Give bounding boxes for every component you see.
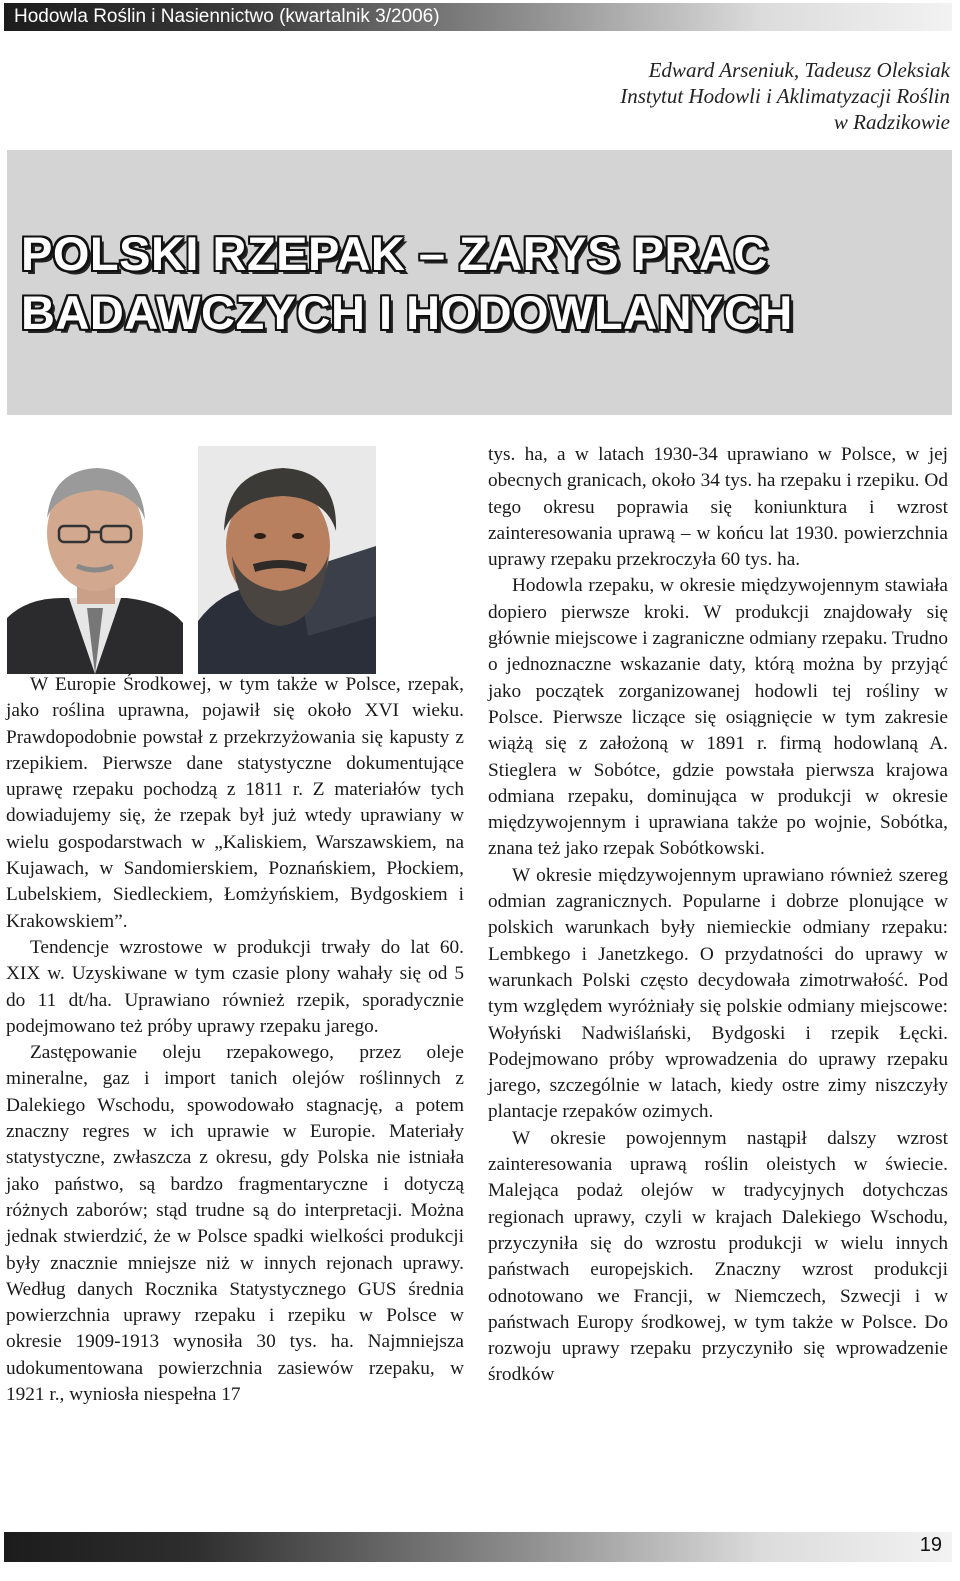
author-photo-2 <box>198 446 376 674</box>
article-title-line-2: BADAWCZYCH I HODOWLANYCH <box>21 286 793 339</box>
paragraph: W okresie międzywojennym uprawiano również szereg odmian zagranicznych. Popularne i dobrze plonujące w polskich warunkach były niemieckie odmiany rzepaku: Lembkego i Janetzkego. O przydatności do uprawy w warunkach Polski często decydowała zimotrwałość. Pod tym względem wyróżniały się polskie odmiany miejscowe: Wołyński Nadwiślański, Bydgoski i rzepik Łęcki. Podejmowano próby wprowadzenia do uprawy rzepaku jarego, szczególnie w latach, kiedy ostre zimy niszczyły plantacje rzepaków ozimych. <box>488 864 948 1123</box>
footer-bar <box>4 1532 952 1562</box>
paragraph: Zastępowanie oleju rzepakowego, przez oleje mineralne, gaz i import tanich olejów roślinnych z Dalekiego Wschodu, spowodowało stagnację, a potem znaczny regres w ich uprawie w Europie. Materiały statystyczne, zwłaszcza z okresu, gdy Polska nie istniała jako państwo, są bardzo fragmentaryczne i dotyczą różnych zaborów; stąd trudne są do interpretacji. Można jednak stwierdzić, że w Polsce spadki wielkości produkcji były znacznie mniejsze niż w innych rejonach uprawy. Według danych Rocznika Statystycznego GUS średnia powierzchnia uprawy rzepaku i rzepiku w Polsce w okresie 1909-1913 wynosiła 30 tys. ha. Najmniejsza udokumentowana powierzchnia zasiewów rzepaku, w 1921 r., wyniosła niespełna 17 <box>6 1042 464 1406</box>
paragraph: Hodowla rzepaku, w okresie międzywojennym stawiała dopiero pierwsze kroki. W produkcji znajdowały się głównie miejscowe i zagraniczne odmiany rzepaku. Trudno o jednoznaczne wskazanie daty, którą można by przyjąć jako początek zorganizowanej hodowli tej rośliny w Polsce. Pierwsze liczące się osiągnięcie w tym zakresie wiążą się z założoną w 1891 r. firmą hodowlaną A. Stieglera w Sobótce, gdzie powstała pierwsza krajowa odmiana rzepaku, dominująca w produkcji w okresie międzywojennym i uprawiana także po wojnie, Sobótka, znana też jako rzepak Sobótkowski. <box>488 575 948 860</box>
author-photo-1 <box>7 448 183 674</box>
journal-header-bar <box>4 3 952 31</box>
article-title-line-1: POLSKI RZEPAK – ZARYS PRAC <box>21 227 768 280</box>
author-location: w Radzikowie <box>833 110 950 134</box>
body-column-right <box>488 442 948 1389</box>
paragraph: W Europie Środkowej, w tym także w Polsce, rzepak, jako roślina uprawna, pojawił się około XVI wieku. Prawdopodobnie powstał z przekrzyżowania się kapusty z rzepikiem. Pierwsze dane statystyczne dokumentujące uprawę rzepaku pochodzą z 1811 r. Z materiałów tych dowiadujemy się, że rzepak był już wtedy uprawiany w wielu gospodarstwach w „Kaliskiem, Warszawskiem, na Kujawach, w Sandomierskiem, Poznańskiem, Płockiem, Lubelskiem, Siedleckiem, Łomżyńskiem, Bydgoskiem i Krakowskiem”. <box>6 674 464 932</box>
author-institute: Instytut Hodowli i Aklimatyzacji Roślin <box>620 84 950 108</box>
page-number: 19 <box>919 1534 942 1556</box>
journal-title: Hodowla Roślin i Nasiennictwo (kwartalnik 3/2006) <box>14 6 440 27</box>
body-column-left <box>6 672 464 1408</box>
article-title-block <box>7 150 952 415</box>
paragraph: tys. ha, a w latach 1930-34 uprawiano w Polsce, w jej obecnych granicach, około 34 tys. ha rzepaku i rzepiku. Od tego okresu poprawia się koniunktura i wzrost zainteresowania uprawą – w końcu lat 1930. powierzchnia uprawy rzepaku przekroczyła 60 tys. ha. <box>488 444 948 571</box>
paragraph: Tendencje wzrostowe w produkcji trwały do lat 60. XIX w. Uzyskiwane w tym czasie plony wahały się od 5 do 11 dt/ha. Uprawiano również rzepik, sporadycznie podejmowano też próby uprawy rzepaku jarego. <box>6 936 464 1037</box>
author-block <box>620 57 950 135</box>
paragraph: W okresie powojennym nastąpił dalszy wzrost zainteresowania uprawą roślin oleistych w świecie. Malejąca podaż olejów w tradycyjnych dotychczas regionach uprawy, czyli w krajach Dalekiego Wschodu, przyczyniła się do wzrostu produkcji w wielu innych państwach europejskich. Znaczny wzrost produkcji odnotowano we Francji, w Niemczech, Szwecji i w państwach Europy środkowej, w tym także w Polsce. Do rozwoju uprawy rzepaku przyczyniło się wprowadzenie środków <box>488 1127 948 1386</box>
author-names: Edward Arseniuk, Tadeusz Oleksiak <box>648 58 950 82</box>
